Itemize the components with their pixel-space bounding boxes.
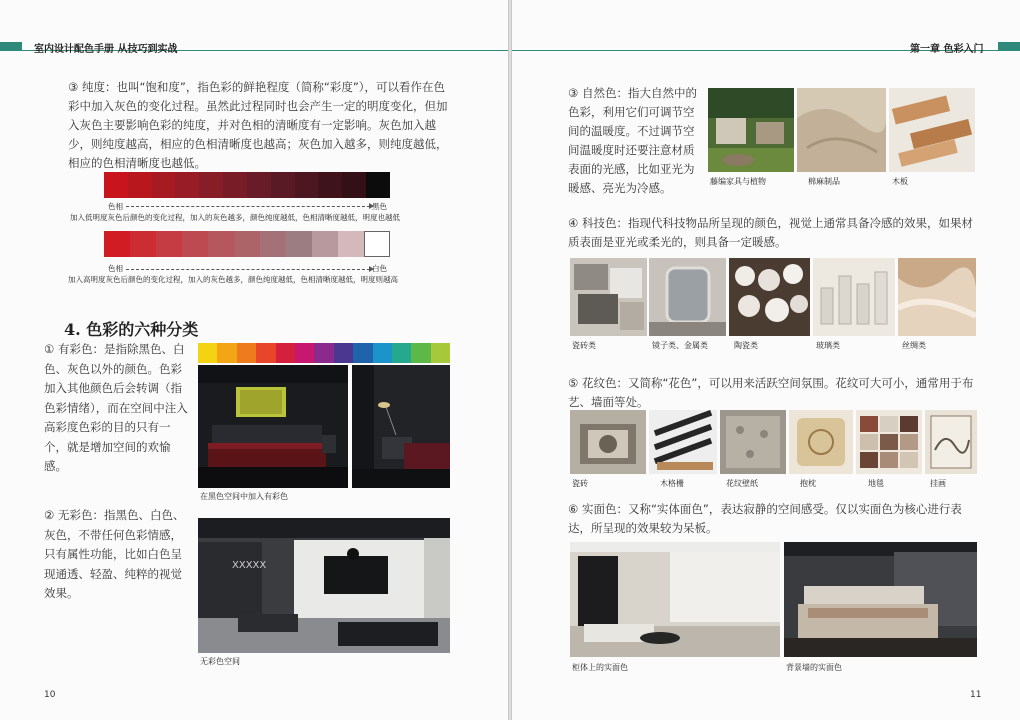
gradient2-swatch-0 — [104, 231, 130, 257]
rainbow-swatch-5 — [295, 343, 314, 363]
header-band — [0, 42, 22, 50]
tech-caption-5: 丝绸类 — [902, 341, 926, 350]
gradient2-swatch-3 — [182, 231, 208, 257]
gradient1-swatch-6 — [247, 172, 271, 198]
rainbow-swatch-10 — [392, 343, 411, 363]
gradient-to-black — [104, 172, 390, 198]
chromatic-caption: 在黑色空间中加入有彩色 — [200, 492, 288, 501]
carpet-photo — [856, 410, 922, 474]
pattern-caption-5: 地毯 — [868, 479, 884, 488]
gradient-to-white — [104, 231, 390, 257]
gradient2-start-label: 色相 — [108, 264, 123, 273]
tech-caption-1: 瓷砖类 — [572, 341, 596, 350]
black-room-detail-illustration — [352, 365, 450, 488]
mirror-photo — [649, 258, 726, 336]
natural-caption-3: 木板 — [892, 177, 908, 186]
mirror-illustration — [649, 258, 726, 336]
gradient1-swatch-3 — [175, 172, 199, 198]
wood-grille-illustration — [649, 410, 717, 474]
gradient2-swatch-5 — [234, 231, 260, 257]
rainbow-swatch-7 — [334, 343, 353, 363]
pattern-paragraph: ⑤ 花纹色：又简称“花色”，可以用来活跃空间氛围。花纹可大可小，通常用于布艺、墙面等处。 — [568, 376, 974, 409]
tile-illustration — [570, 258, 647, 336]
svg-text:XXXXX: XXXXX — [232, 560, 267, 571]
gradient2-swatch-8 — [312, 231, 338, 257]
cabinet-solid-illustration — [570, 542, 780, 657]
solid-caption-1: 柜体上的实面色 — [572, 663, 628, 672]
gradient1-start-label: 色相 — [108, 202, 123, 211]
tile-photo — [570, 258, 647, 336]
gradient1-swatch-8 — [295, 172, 319, 198]
rainbow-swatch-12 — [431, 343, 450, 363]
gradient1-swatch-1 — [128, 172, 152, 198]
gradient2-swatch-7 — [286, 231, 312, 257]
section-title: 4. 色彩的六种分类 — [64, 320, 199, 339]
gradient2-end-label: 白色 — [372, 264, 387, 273]
pattern-caption-6: 挂画 — [930, 479, 946, 488]
linen-photo — [797, 88, 886, 172]
saturation-paragraph: ③ 纯度：也叫“饱和度”，指色彩的鲜艳程度（简称“彩度”），可以看作在色彩中加入灰色的变化过程。虽然此过程同时也会产生一定的明度变化，但加入灰色主要影响色彩的纯度，并对色相的清晰度有一定影响。灰色加入越少，则纯度越高，相应的色相清晰度也越高；灰色加入越多，则纯度越低，相应的色相清晰度也越低。 — [68, 80, 448, 170]
rainbow-swatch-4 — [276, 343, 295, 363]
achromatic-caption: 无彩色空间 — [200, 657, 240, 666]
pattern-tile-photo — [570, 410, 646, 474]
page-number-left: 10 — [44, 690, 56, 700]
gradient2-swatch-2 — [156, 231, 182, 257]
gradient2-swatch-10 — [364, 231, 390, 257]
header-band-right — [998, 42, 1020, 50]
gradient1-swatch-9 — [318, 172, 342, 198]
rainbow-swatch-8 — [353, 343, 372, 363]
glass-photo — [813, 258, 895, 336]
black-bedroom-photo — [198, 365, 348, 488]
wood-grille-photo — [649, 410, 717, 474]
pattern-caption-3: 花纹壁纸 — [726, 479, 758, 488]
background-wall-solid-photo — [784, 542, 977, 657]
gradient1-swatch-10 — [342, 172, 366, 198]
wood-board-photo — [889, 88, 975, 172]
gradient1-swatch-7 — [271, 172, 295, 198]
rainbow-swatch-0 — [198, 343, 217, 363]
arrow-1 — [126, 206, 370, 207]
left-page — [0, 0, 508, 720]
gradient2-swatch-4 — [208, 231, 234, 257]
pattern-tile-illustration — [570, 410, 646, 474]
gradient2-swatch-1 — [130, 231, 156, 257]
silk-illustration — [898, 258, 976, 336]
black-bedroom-illustration — [198, 365, 348, 488]
gradient1-swatch-4 — [199, 172, 223, 198]
hanging-painting-illustration — [925, 410, 977, 474]
cushion-illustration — [789, 410, 853, 474]
gradient2-swatch-9 — [338, 231, 364, 257]
gradient1-swatch-5 — [223, 172, 247, 198]
linen-illustration — [797, 88, 886, 172]
achromatic-paragraph: ② 无彩色：指黑色、白色、灰色，不带任何色彩情感，只有属性功能，比如白色呈现通透、轻盈、纯粹的视觉效果。 — [44, 508, 185, 600]
gradient2-caption: 加入高明度灰色后颜色的变化过程，加入的灰色越多，颜色纯度越低，色相清晰度越低，明度则越高 — [68, 275, 398, 284]
silk-photo — [898, 258, 976, 336]
cushion-photo — [789, 410, 853, 474]
rattan-illustration — [708, 88, 794, 172]
cabinet-solid-photo — [570, 542, 780, 657]
rainbow-swatch-3 — [256, 343, 275, 363]
wallpaper-photo — [720, 410, 786, 474]
background-wall-solid-illustration — [784, 542, 977, 657]
gradient1-caption: 加入低明度灰色后颜色的变化过程，加入的灰色越多，颜色纯度越低，色相清晰度越低，明度也越低 — [70, 213, 400, 222]
wood-board-illustration — [889, 88, 975, 172]
gradient1-swatch-11 — [366, 172, 390, 198]
page-number-right: 11 — [970, 690, 982, 700]
carpet-illustration — [856, 410, 922, 474]
rattan-photo — [708, 88, 794, 172]
solid-caption-2: 背景墙的实面色 — [786, 663, 842, 672]
gradient1-swatch-2 — [152, 172, 176, 198]
ceramics-illustration — [729, 258, 810, 336]
tech-caption-2: 镜子类、金属类 — [652, 341, 708, 350]
rainbow-swatch-1 — [217, 343, 236, 363]
rainbow-swatch-11 — [411, 343, 430, 363]
glass-illustration — [813, 258, 895, 336]
black-room-detail-photo — [352, 365, 450, 488]
pattern-caption-4: 抱枕 — [800, 479, 816, 488]
rainbow-strip — [198, 343, 450, 363]
hanging-painting-photo — [925, 410, 977, 474]
rainbow-swatch-6 — [314, 343, 333, 363]
gradient1-end-label: 黑色 — [372, 202, 387, 211]
tech-caption-4: 玻璃类 — [816, 341, 840, 350]
wallpaper-illustration — [720, 410, 786, 474]
tech-paragraph: ④ 科技色：指现代科技物品所呈现的颜色，视觉上通常具备冷感的效果，如果材质表面是亚光或柔光的，则具备一定暖感。 — [568, 216, 973, 249]
tech-caption-3: 陶瓷类 — [734, 341, 758, 350]
running-header: 室内设计配色手册 从技巧到实战 — [34, 44, 178, 55]
chapter-header: 第一章 色彩入门 — [910, 44, 984, 55]
natural-caption-2: 棉麻制品 — [808, 177, 840, 186]
achromatic-living-photo — [198, 518, 450, 653]
rainbow-swatch-2 — [237, 343, 256, 363]
arrow-2 — [126, 269, 370, 270]
ceramics-photo — [729, 258, 810, 336]
gradient2-swatch-6 — [260, 231, 286, 257]
chromatic-paragraph: ① 有彩色：是指除黑色、白色、灰色以外的颜色。色彩加入其他颜色后会转调（指色彩情绪），而在空间中注入高彩度色彩的目的只有一个，就是增加空间的欢愉感。 — [44, 342, 188, 473]
pattern-caption-1: 瓷砖 — [572, 479, 588, 488]
rainbow-swatch-9 — [373, 343, 392, 363]
achromatic-living-illustration — [198, 518, 450, 653]
solid-paragraph: ⑥ 实面色：又称“实体面色”，表达寂静的空间感受。仅以实面色为核心进行表达，所呈现的效果较为呆板。 — [568, 502, 962, 535]
natural-paragraph: ③ 自然色：指大自然中的色彩，利用它们可调节空间的温暖度。不过调节空间温暖度时还要注意材质表面的光感，比如亚光为暖感、亮光为冷感。 — [568, 86, 697, 195]
right-page — [512, 0, 1020, 720]
natural-caption-1: 藤编家具与植物 — [710, 177, 766, 186]
gradient1-swatch-0 — [104, 172, 128, 198]
pattern-caption-2: 木格栅 — [660, 479, 684, 488]
